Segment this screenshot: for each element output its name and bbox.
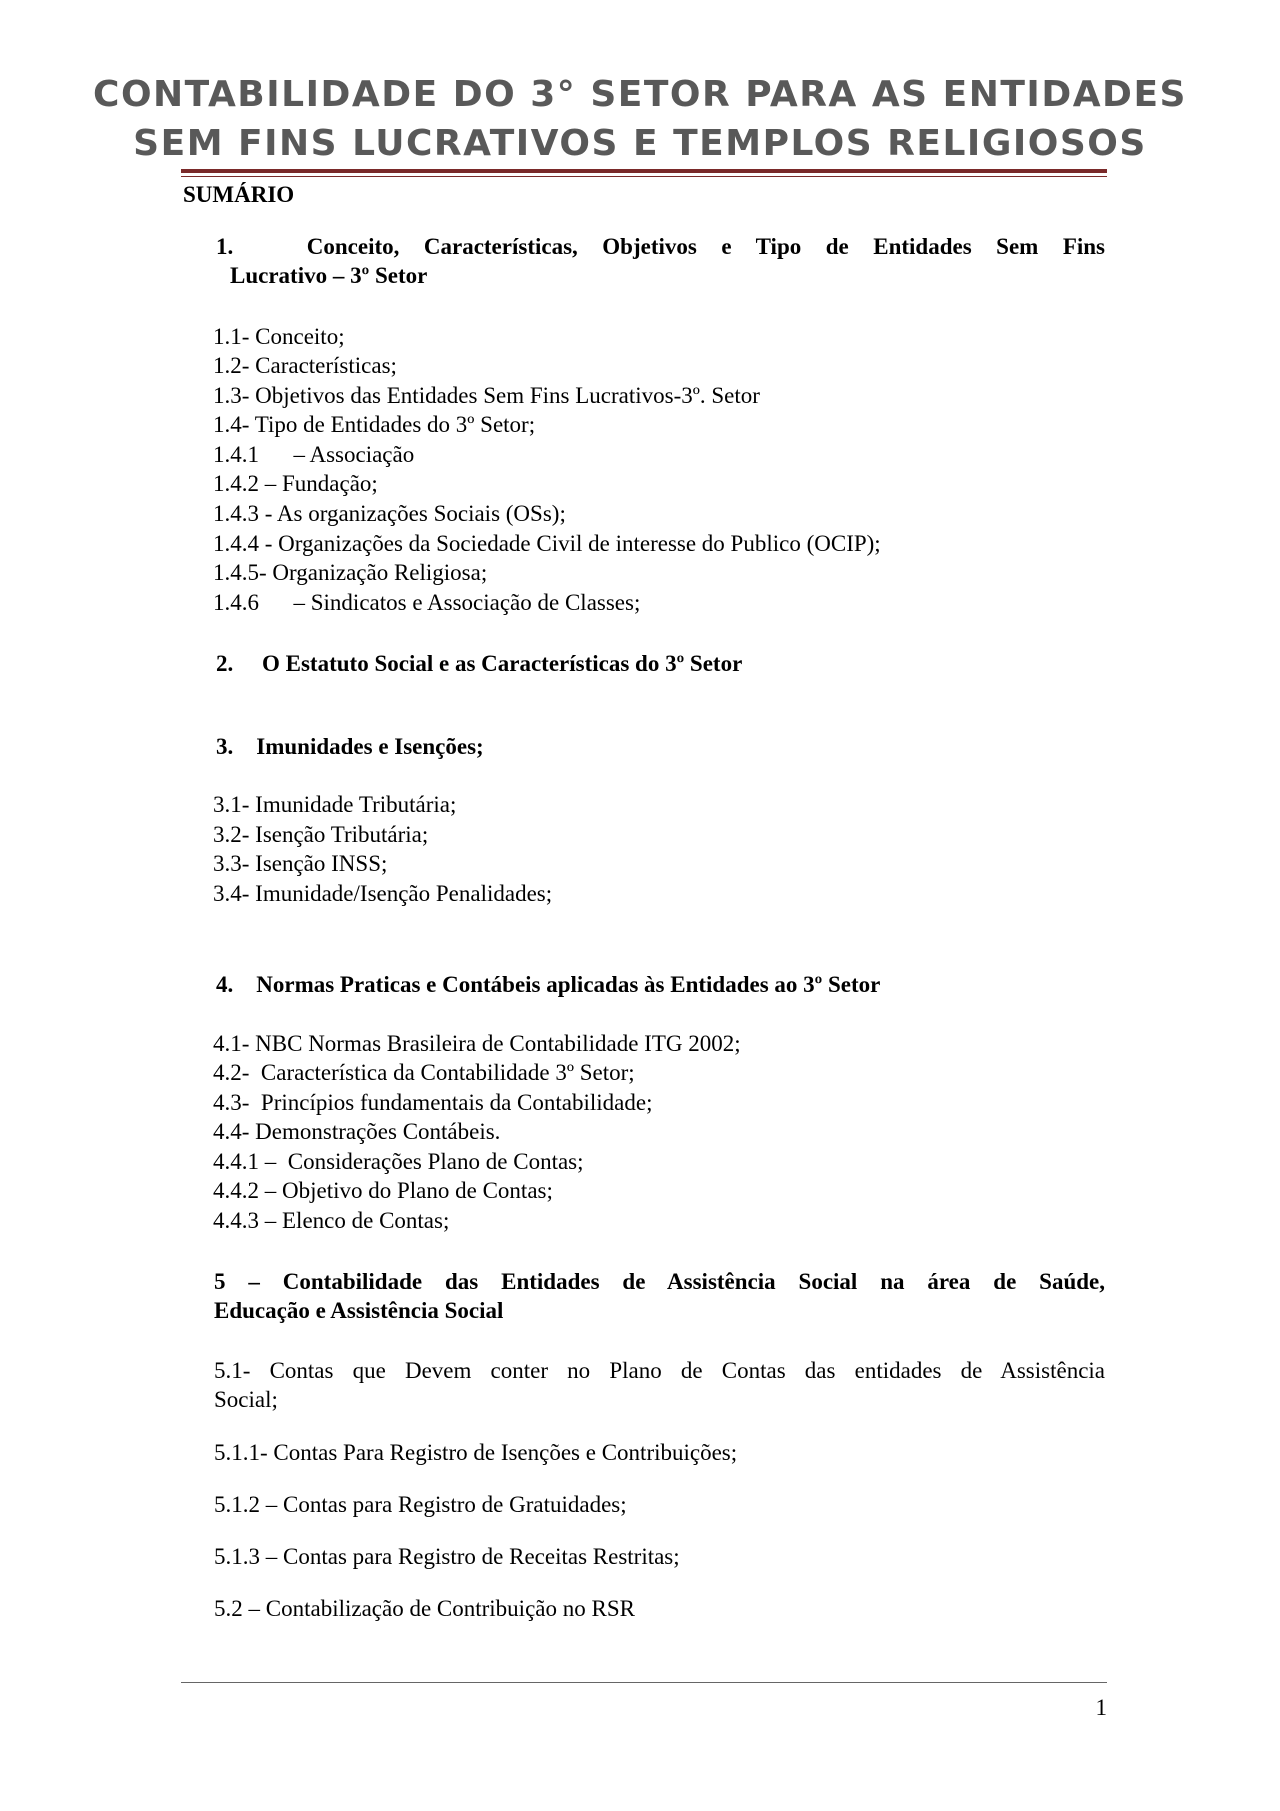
toc-item-1-4-1: 1.4.1 – Associação bbox=[213, 442, 415, 467]
toc-item-3-2: 3.2- Isenção Tributária; bbox=[213, 822, 429, 847]
page-number: 1 bbox=[1095, 1695, 1107, 1720]
toc-item-1-4: 1.4- Tipo de Entidades do 3º Setor; bbox=[213, 412, 536, 437]
section-1-heading-line-1: 1. Conceito, Características, Objetivos e Tipo de Entidades Sem Fins bbox=[216, 234, 1105, 259]
toc-item-3-1: 3.1- Imunidade Tributária; bbox=[213, 792, 457, 817]
header-title-line-2: SEM FINS LUCRATIVOS E TEMPLOS RELIGIOSOS bbox=[133, 123, 1147, 164]
section-5-heading-line-2: Educação e Assistência Social bbox=[214, 1298, 504, 1323]
section-4-heading: 4. Normas Praticas e Contábeis aplicadas às Entidades ao 3º Setor bbox=[216, 972, 881, 997]
footer-rule bbox=[181, 1682, 1107, 1683]
summary-title: SUMÁRIO bbox=[183, 182, 295, 207]
toc-item-1-4-5: 1.4.5- Organização Religiosa; bbox=[213, 560, 488, 585]
toc-item-1-4-3: 1.4.3 - As organizações Sociais (OSs); bbox=[213, 501, 566, 526]
toc-item-4-1: 4.1- NBC Normas Brasileira de Contabilidade ITG 2002; bbox=[213, 1031, 741, 1056]
toc-item-4-4-2: 4.4.2 – Objetivo do Plano de Contas; bbox=[213, 1178, 553, 1203]
header-rule-thin bbox=[181, 176, 1107, 177]
toc-item-4-4: 4.4- Demonstrações Contábeis. bbox=[213, 1119, 501, 1144]
toc-item-1-1: 1.1- Conceito; bbox=[213, 324, 345, 349]
toc-item-5-1-1: 5.1.1- Contas Para Registro de Isenções e Contribuições; bbox=[214, 1440, 738, 1465]
toc-item-3-4: 3.4- Imunidade/Isenção Penalidades; bbox=[213, 881, 553, 906]
toc-item-4-4-3: 4.4.3 – Elenco de Contas; bbox=[213, 1208, 450, 1233]
toc-item-1-4-6: 1.4.6 – Sindicatos e Associação de Classes; bbox=[213, 590, 641, 615]
toc-item-5-1-3: 5.1.3 – Contas para Registro de Receitas Restritas; bbox=[214, 1544, 680, 1569]
toc-item-5-2: 5.2 – Contabilização de Contribuição no RSR bbox=[214, 1596, 635, 1621]
toc-item-1-4-2: 1.4.2 – Fundação; bbox=[213, 471, 378, 496]
header-title-line-1: CONTABILIDADE DO 3° SETOR PARA AS ENTIDADES bbox=[93, 74, 1187, 115]
toc-item-3-3: 3.3- Isenção INSS; bbox=[213, 851, 388, 876]
toc-item-1-2: 1.2- Características; bbox=[213, 353, 397, 378]
toc-item-5-1-line-2: Social; bbox=[214, 1387, 278, 1412]
toc-item-5-1-line-1: 5.1- Contas que Devem conter no Plano de Contas das entidades de Assistência bbox=[214, 1358, 1105, 1383]
toc-item-1-3: 1.3- Objetivos das Entidades Sem Fins Lucrativos-3º. Setor bbox=[213, 383, 760, 408]
section-2-heading: 2. O Estatuto Social e as Características do 3º Setor bbox=[216, 651, 743, 676]
header-rule-thick bbox=[181, 169, 1107, 173]
toc-item-4-3: 4.3- Princípios fundamentais da Contabilidade; bbox=[213, 1090, 653, 1115]
toc-item-4-2: 4.2- Característica da Contabilidade 3º Setor; bbox=[213, 1060, 635, 1085]
section-1-heading-line-2: Lucrativo – 3º Setor bbox=[230, 263, 428, 288]
section-5-heading-line-1: 5 – Contabilidade das Entidades de Assistência Social na área de Saúde, bbox=[214, 1269, 1105, 1294]
section-3-heading: 3. Imunidades e Isenções; bbox=[216, 734, 484, 759]
toc-item-4-4-1: 4.4.1 – Considerações Plano de Contas; bbox=[213, 1149, 584, 1174]
toc-item-1-4-4: 1.4.4 - Organizações da Sociedade Civil de interesse do Publico (OCIP); bbox=[213, 531, 881, 556]
toc-item-5-1-2: 5.1.2 – Contas para Registro de Gratuidades; bbox=[214, 1492, 627, 1517]
